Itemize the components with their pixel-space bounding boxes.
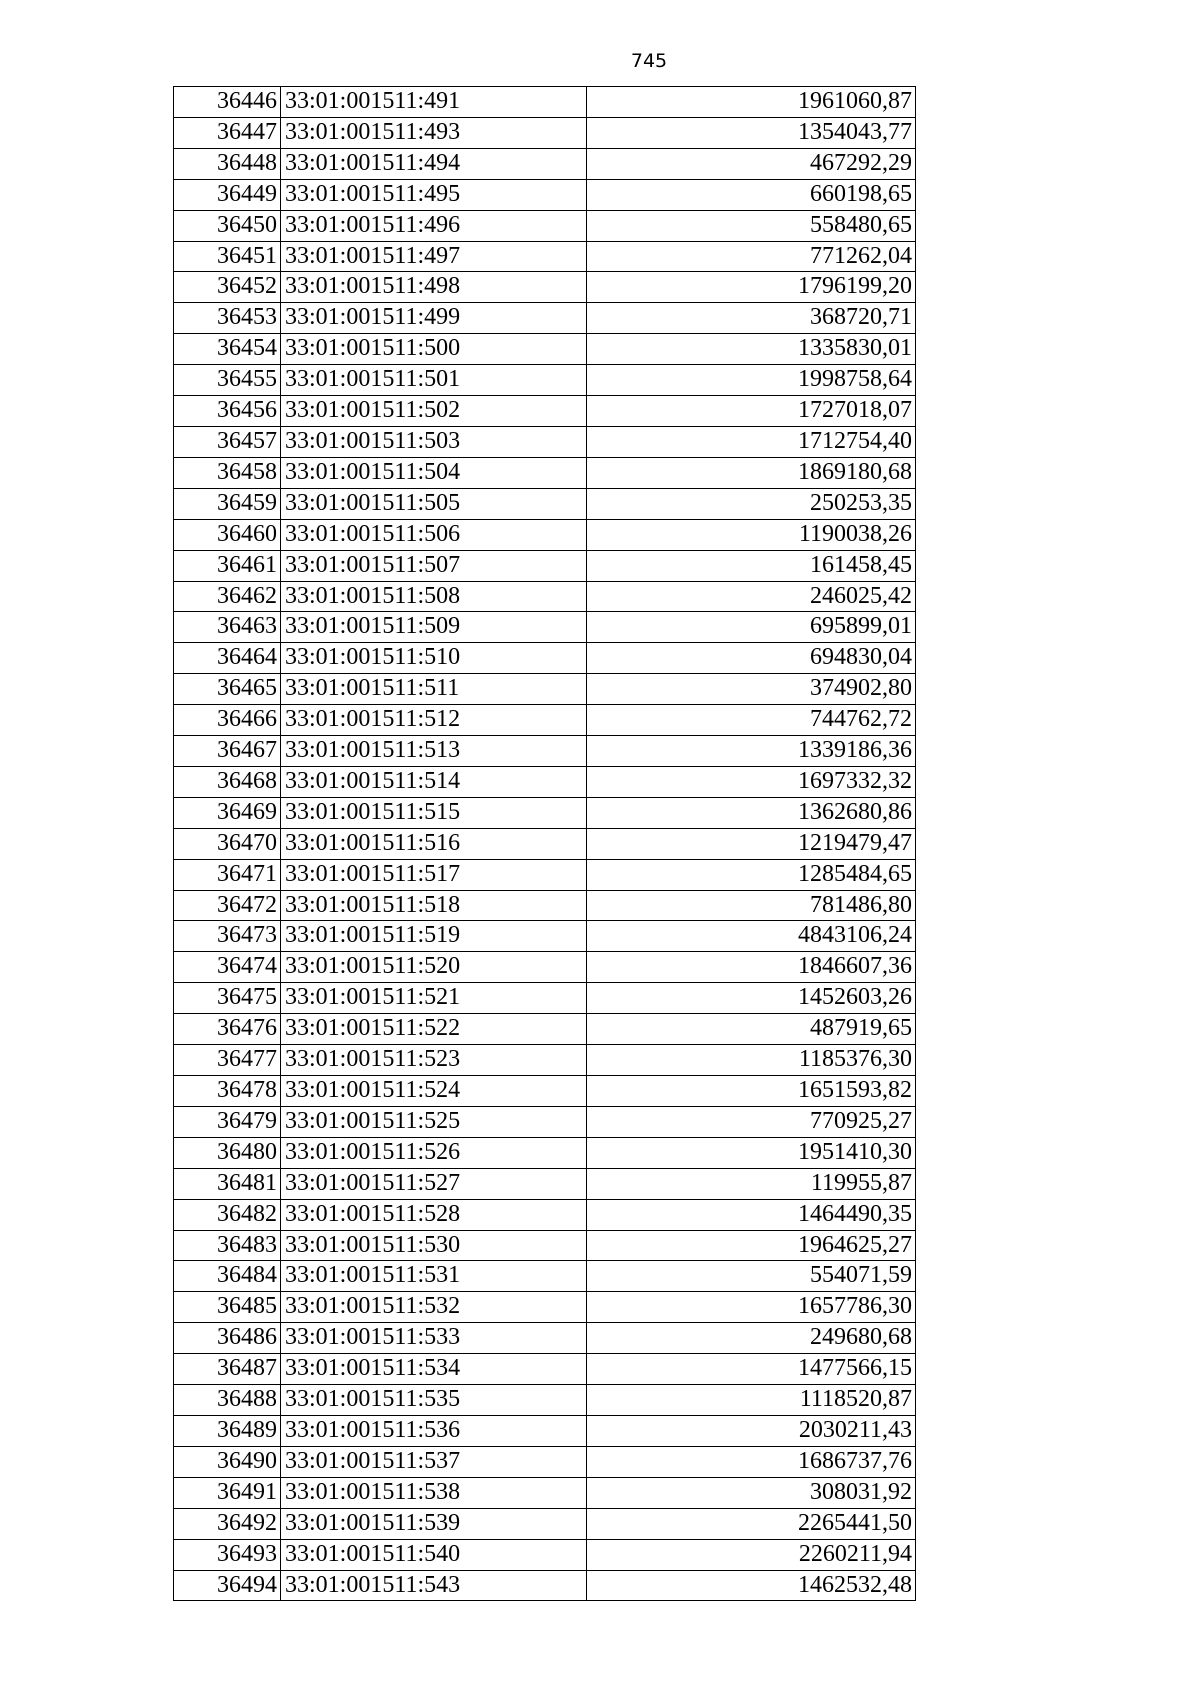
cadastral-value-cell: 694830,04 bbox=[587, 643, 916, 674]
cadastral-value-cell: 1477566,15 bbox=[587, 1354, 916, 1385]
table-row bbox=[174, 334, 916, 365]
row-number-cell: 36471 bbox=[174, 859, 281, 890]
row-number-cell: 36467 bbox=[174, 736, 281, 767]
cadastral-value-cell: 1697332,32 bbox=[587, 766, 916, 797]
cadastral-value-cell: 308031,92 bbox=[587, 1477, 916, 1508]
row-number-cell: 36455 bbox=[174, 365, 281, 396]
row-number-cell: 36491 bbox=[174, 1477, 281, 1508]
cadastral-value-cell: 695899,01 bbox=[587, 612, 916, 643]
row-number-cell: 36492 bbox=[174, 1508, 281, 1539]
row-number-cell: 36447 bbox=[174, 117, 281, 148]
row-number-cell: 36484 bbox=[174, 1261, 281, 1292]
row-number-cell: 36487 bbox=[174, 1354, 281, 1385]
row-number-cell: 36462 bbox=[174, 581, 281, 612]
row-number-cell: 36470 bbox=[174, 828, 281, 859]
cadastral-number-cell: 33:01:001511:503 bbox=[281, 426, 587, 457]
cadastral-value-cell: 660198,65 bbox=[587, 179, 916, 210]
table-row bbox=[174, 519, 916, 550]
cadastral-number-cell: 33:01:001511:501 bbox=[281, 365, 587, 396]
cadastral-number-cell: 33:01:001511:496 bbox=[281, 210, 587, 241]
cadastral-value-cell: 1185376,30 bbox=[587, 1045, 916, 1076]
table-body bbox=[174, 87, 916, 1601]
table-row bbox=[174, 705, 916, 736]
row-number-cell: 36489 bbox=[174, 1415, 281, 1446]
cadastral-value-cell: 558480,65 bbox=[587, 210, 916, 241]
cadastral-value-cell: 1846607,36 bbox=[587, 952, 916, 983]
table-row bbox=[174, 1106, 916, 1137]
row-number-cell: 36476 bbox=[174, 1014, 281, 1045]
table-row bbox=[174, 797, 916, 828]
row-number-cell: 36451 bbox=[174, 241, 281, 272]
cadastral-value-cell: 1339186,36 bbox=[587, 736, 916, 767]
table-row bbox=[174, 365, 916, 396]
cadastral-value-cell: 119955,87 bbox=[587, 1168, 916, 1199]
cadastral-number-cell: 33:01:001511:530 bbox=[281, 1230, 587, 1261]
table-row bbox=[174, 581, 916, 612]
table-row bbox=[174, 859, 916, 890]
row-number-cell: 36485 bbox=[174, 1292, 281, 1323]
cadastral-number-cell: 33:01:001511:528 bbox=[281, 1199, 587, 1230]
cadastral-value-cell: 1335830,01 bbox=[587, 334, 916, 365]
table-row bbox=[174, 272, 916, 303]
row-number-cell: 36488 bbox=[174, 1385, 281, 1416]
table-row bbox=[174, 179, 916, 210]
cadastral-number-cell: 33:01:001511:509 bbox=[281, 612, 587, 643]
table-row bbox=[174, 674, 916, 705]
cadastral-value-cell: 2265441,50 bbox=[587, 1508, 916, 1539]
table-row bbox=[174, 952, 916, 983]
cadastral-number-cell: 33:01:001511:517 bbox=[281, 859, 587, 890]
cadastral-number-cell: 33:01:001511:507 bbox=[281, 550, 587, 581]
table-row bbox=[174, 1477, 916, 1508]
cadastral-number-cell: 33:01:001511:527 bbox=[281, 1168, 587, 1199]
cadastral-value-cell: 1285484,65 bbox=[587, 859, 916, 890]
cadastral-value-cell: 368720,71 bbox=[587, 303, 916, 334]
cadastral-value-cell: 554071,59 bbox=[587, 1261, 916, 1292]
cadastral-number-cell: 33:01:001511:524 bbox=[281, 1076, 587, 1107]
cadastral-number-cell: 33:01:001511:539 bbox=[281, 1508, 587, 1539]
cadastral-value-cell: 1686737,76 bbox=[587, 1446, 916, 1477]
cadastral-value-cell: 246025,42 bbox=[587, 581, 916, 612]
row-number-cell: 36479 bbox=[174, 1106, 281, 1137]
row-number-cell: 36481 bbox=[174, 1168, 281, 1199]
cadastral-number-cell: 33:01:001511:516 bbox=[281, 828, 587, 859]
row-number-cell: 36449 bbox=[174, 179, 281, 210]
cadastral-number-cell: 33:01:001511:512 bbox=[281, 705, 587, 736]
cadastral-number-cell: 33:01:001511:499 bbox=[281, 303, 587, 334]
table-row bbox=[174, 1261, 916, 1292]
cadastral-number-cell: 33:01:001511:537 bbox=[281, 1446, 587, 1477]
cadastral-value-cell: 374902,80 bbox=[587, 674, 916, 705]
row-number-cell: 36450 bbox=[174, 210, 281, 241]
cadastral-number-cell: 33:01:001511:504 bbox=[281, 457, 587, 488]
cadastral-value-cell: 1796199,20 bbox=[587, 272, 916, 303]
cadastral-number-cell: 33:01:001511:506 bbox=[281, 519, 587, 550]
row-number-cell: 36482 bbox=[174, 1199, 281, 1230]
cadastral-number-cell: 33:01:001511:515 bbox=[281, 797, 587, 828]
table-row bbox=[174, 457, 916, 488]
table-row bbox=[174, 1292, 916, 1323]
table-row bbox=[174, 643, 916, 674]
table-row bbox=[174, 890, 916, 921]
row-number-cell: 36494 bbox=[174, 1570, 281, 1601]
cadastral-value-cell: 1951410,30 bbox=[587, 1137, 916, 1168]
table-row bbox=[174, 1014, 916, 1045]
cadastral-number-cell: 33:01:001511:532 bbox=[281, 1292, 587, 1323]
cadastral-value-cell: 250253,35 bbox=[587, 488, 916, 519]
cadastral-number-cell: 33:01:001511:513 bbox=[281, 736, 587, 767]
table-row bbox=[174, 736, 916, 767]
row-number-cell: 36448 bbox=[174, 148, 281, 179]
cadastral-value-cell: 4843106,24 bbox=[587, 921, 916, 952]
cadastral-number-cell: 33:01:001511:543 bbox=[281, 1570, 587, 1601]
table-row bbox=[174, 210, 916, 241]
table-row bbox=[174, 1076, 916, 1107]
row-number-cell: 36463 bbox=[174, 612, 281, 643]
cadastral-value-cell: 249680,68 bbox=[587, 1323, 916, 1354]
cadastral-number-cell: 33:01:001511:533 bbox=[281, 1323, 587, 1354]
table-row bbox=[174, 1199, 916, 1230]
table-row bbox=[174, 766, 916, 797]
row-number-cell: 36468 bbox=[174, 766, 281, 797]
cadastral-number-cell: 33:01:001511:521 bbox=[281, 983, 587, 1014]
row-number-cell: 36486 bbox=[174, 1323, 281, 1354]
table-row bbox=[174, 1415, 916, 1446]
cadastral-number-cell: 33:01:001511:497 bbox=[281, 241, 587, 272]
table-row bbox=[174, 1137, 916, 1168]
cadastral-value-cell: 771262,04 bbox=[587, 241, 916, 272]
cadastral-value-cell: 1354043,77 bbox=[587, 117, 916, 148]
row-number-cell: 36460 bbox=[174, 519, 281, 550]
table-row bbox=[174, 1045, 916, 1076]
row-number-cell: 36456 bbox=[174, 396, 281, 427]
row-number-cell: 36478 bbox=[174, 1076, 281, 1107]
cadastral-number-cell: 33:01:001511:500 bbox=[281, 334, 587, 365]
table-row bbox=[174, 488, 916, 519]
cadastral-number-cell: 33:01:001511:534 bbox=[281, 1354, 587, 1385]
cadastral-value-cell: 487919,65 bbox=[587, 1014, 916, 1045]
row-number-cell: 36464 bbox=[174, 643, 281, 674]
cadastral-number-cell: 33:01:001511:526 bbox=[281, 1137, 587, 1168]
table-row bbox=[174, 303, 916, 334]
row-number-cell: 36452 bbox=[174, 272, 281, 303]
cadastral-number-cell: 33:01:001511:522 bbox=[281, 1014, 587, 1045]
table-row bbox=[174, 1323, 916, 1354]
table-row bbox=[174, 828, 916, 859]
table-row bbox=[174, 117, 916, 148]
row-number-cell: 36446 bbox=[174, 87, 281, 118]
row-number-cell: 36472 bbox=[174, 890, 281, 921]
row-number-cell: 36474 bbox=[174, 952, 281, 983]
table-row bbox=[174, 1230, 916, 1261]
cadastral-value-cell: 1219479,47 bbox=[587, 828, 916, 859]
row-number-cell: 36461 bbox=[174, 550, 281, 581]
table-row bbox=[174, 426, 916, 457]
row-number-cell: 36480 bbox=[174, 1137, 281, 1168]
cadastral-value-cell: 1964625,27 bbox=[587, 1230, 916, 1261]
cadastral-number-cell: 33:01:001511:498 bbox=[281, 272, 587, 303]
cadastral-number-cell: 33:01:001511:531 bbox=[281, 1261, 587, 1292]
table-row bbox=[174, 241, 916, 272]
row-number-cell: 36457 bbox=[174, 426, 281, 457]
cadastral-number-cell: 33:01:001511:495 bbox=[281, 179, 587, 210]
cadastral-number-cell: 33:01:001511:525 bbox=[281, 1106, 587, 1137]
cadastral-number-cell: 33:01:001511:494 bbox=[281, 148, 587, 179]
row-number-cell: 36490 bbox=[174, 1446, 281, 1477]
cadastral-value-cell: 1727018,07 bbox=[587, 396, 916, 427]
row-number-cell: 36453 bbox=[174, 303, 281, 334]
cadastral-number-cell: 33:01:001511:502 bbox=[281, 396, 587, 427]
cadastral-value-cell: 467292,29 bbox=[587, 148, 916, 179]
cadastral-value-cell: 770925,27 bbox=[587, 1106, 916, 1137]
row-number-cell: 36458 bbox=[174, 457, 281, 488]
row-number-cell: 36473 bbox=[174, 921, 281, 952]
row-number-cell: 36459 bbox=[174, 488, 281, 519]
cadastral-value-cell: 781486,80 bbox=[587, 890, 916, 921]
cadastral-number-cell: 33:01:001511:519 bbox=[281, 921, 587, 952]
table-row bbox=[174, 1354, 916, 1385]
table-row bbox=[174, 1446, 916, 1477]
cadastral-value-cell: 161458,45 bbox=[587, 550, 916, 581]
row-number-cell: 36475 bbox=[174, 983, 281, 1014]
cadastral-value-cell: 1190038,26 bbox=[587, 519, 916, 550]
cadastral-number-cell: 33:01:001511:491 bbox=[281, 87, 587, 118]
cadastral-value-table bbox=[173, 86, 916, 1601]
cadastral-value-cell: 1998758,64 bbox=[587, 365, 916, 396]
cadastral-value-cell: 2030211,43 bbox=[587, 1415, 916, 1446]
row-number-cell: 36469 bbox=[174, 797, 281, 828]
page-number: 745 bbox=[630, 50, 668, 72]
cadastral-number-cell: 33:01:001511:540 bbox=[281, 1539, 587, 1570]
cadastral-value-cell: 1657786,30 bbox=[587, 1292, 916, 1323]
cadastral-number-cell: 33:01:001511:493 bbox=[281, 117, 587, 148]
cadastral-number-cell: 33:01:001511:505 bbox=[281, 488, 587, 519]
table-row bbox=[174, 148, 916, 179]
row-number-cell: 36454 bbox=[174, 334, 281, 365]
table-row bbox=[174, 396, 916, 427]
table-row bbox=[174, 1508, 916, 1539]
table-row bbox=[174, 1539, 916, 1570]
row-number-cell: 36465 bbox=[174, 674, 281, 705]
cadastral-number-cell: 33:01:001511:514 bbox=[281, 766, 587, 797]
cadastral-value-cell: 1464490,35 bbox=[587, 1199, 916, 1230]
row-number-cell: 36493 bbox=[174, 1539, 281, 1570]
row-number-cell: 36483 bbox=[174, 1230, 281, 1261]
cadastral-value-cell: 1462532,48 bbox=[587, 1570, 916, 1601]
cadastral-value-cell: 1651593,82 bbox=[587, 1076, 916, 1107]
cadastral-number-cell: 33:01:001511:535 bbox=[281, 1385, 587, 1416]
table-row bbox=[174, 1385, 916, 1416]
cadastral-value-cell: 1362680,86 bbox=[587, 797, 916, 828]
cadastral-value-cell: 2260211,94 bbox=[587, 1539, 916, 1570]
table-row bbox=[174, 983, 916, 1014]
row-number-cell: 36466 bbox=[174, 705, 281, 736]
cadastral-value-cell: 1452603,26 bbox=[587, 983, 916, 1014]
cadastral-value-cell: 1118520,87 bbox=[587, 1385, 916, 1416]
cadastral-number-cell: 33:01:001511:536 bbox=[281, 1415, 587, 1446]
cadastral-number-cell: 33:01:001511:538 bbox=[281, 1477, 587, 1508]
cadastral-number-cell: 33:01:001511:511 bbox=[281, 674, 587, 705]
row-number-cell: 36477 bbox=[174, 1045, 281, 1076]
cadastral-number-cell: 33:01:001511:520 bbox=[281, 952, 587, 983]
table-row bbox=[174, 1168, 916, 1199]
cadastral-value-cell: 1712754,40 bbox=[587, 426, 916, 457]
cadastral-value-cell: 1869180,68 bbox=[587, 457, 916, 488]
table-row bbox=[174, 921, 916, 952]
cadastral-value-cell: 744762,72 bbox=[587, 705, 916, 736]
cadastral-value-cell: 1961060,87 bbox=[587, 87, 916, 118]
cadastral-number-cell: 33:01:001511:523 bbox=[281, 1045, 587, 1076]
cadastral-number-cell: 33:01:001511:518 bbox=[281, 890, 587, 921]
cadastral-number-cell: 33:01:001511:508 bbox=[281, 581, 587, 612]
table-row bbox=[174, 87, 916, 118]
table-row bbox=[174, 1570, 916, 1601]
table-row bbox=[174, 612, 916, 643]
cadastral-number-cell: 33:01:001511:510 bbox=[281, 643, 587, 674]
table-row bbox=[174, 550, 916, 581]
